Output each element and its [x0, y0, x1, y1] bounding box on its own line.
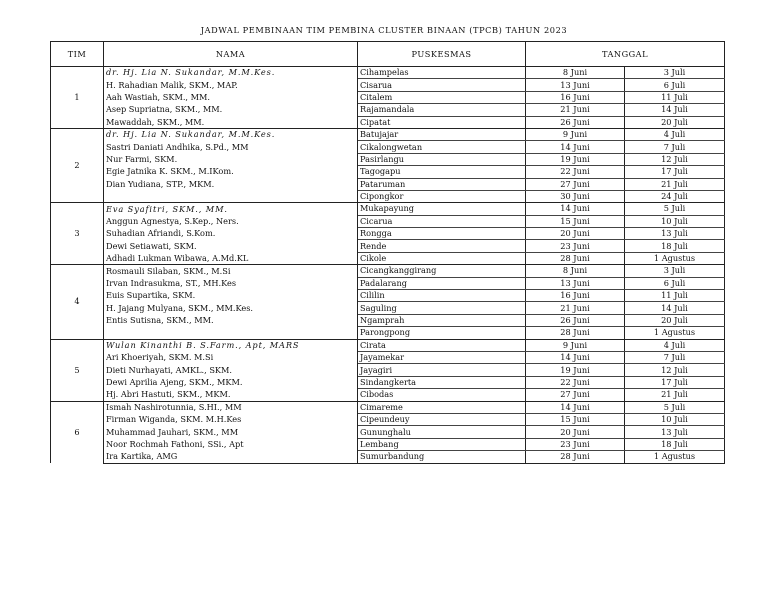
visit-date-1: 20 Juni	[526, 228, 625, 240]
table-row	[51, 290, 725, 302]
member-name: Aah Wastiah, SKM., MM.	[104, 91, 358, 103]
team-number: 5	[51, 339, 104, 401]
table-row	[51, 389, 725, 401]
visit-date-2: 13 Juli	[625, 228, 725, 240]
visit-date-1: 8 Juni	[526, 265, 625, 277]
member-name: Hj. Abri Hastuti, SKM., MKM.	[104, 389, 358, 401]
puskesmas-name: Jayagiri	[358, 364, 526, 376]
table-row	[51, 79, 725, 91]
table-row	[51, 228, 725, 240]
puskesmas-name: Tagogapu	[358, 166, 526, 178]
puskesmas-name: Ngamprah	[358, 314, 526, 326]
visit-date-1: 21 Juni	[526, 104, 625, 116]
puskesmas-name: Parongpong	[358, 327, 526, 339]
visit-date-1: 28 Juni	[526, 252, 625, 264]
table-row	[51, 116, 725, 128]
visit-date-1: 8 Juni	[526, 67, 625, 79]
puskesmas-name: Cipeundeuy	[358, 413, 526, 425]
puskesmas-name: Sumurbandung	[358, 451, 526, 463]
team-number: 6	[51, 401, 104, 463]
member-name: H. Jajang Mulyana, SKM., MM.Kes.	[104, 302, 358, 314]
puskesmas-name: Padalarang	[358, 277, 526, 289]
visit-date-2: 11 Juli	[625, 290, 725, 302]
header-tim: TIM	[51, 42, 104, 67]
visit-date-2: 3 Juli	[625, 265, 725, 277]
puskesmas-name: Jayamekar	[358, 351, 526, 363]
puskesmas-name: Cihampelas	[358, 67, 526, 79]
visit-date-1: 9 Juni	[526, 339, 625, 351]
table-row	[51, 413, 725, 425]
member-name: Ari Khoeriyah, SKM. M.Si	[104, 351, 358, 363]
visit-date-2: 4 Juli	[625, 128, 725, 140]
table-row	[51, 141, 725, 153]
puskesmas-name: Cipongkor	[358, 190, 526, 202]
visit-date-2: 6 Juli	[625, 79, 725, 91]
table-row	[51, 190, 725, 202]
table-row	[51, 327, 725, 339]
visit-date-1: 15 Juni	[526, 413, 625, 425]
puskesmas-name: Cililin	[358, 290, 526, 302]
visit-date-1: 23 Juni	[526, 438, 625, 450]
table-row	[51, 67, 725, 79]
team-number: 2	[51, 128, 104, 202]
puskesmas-name: Cimareme	[358, 401, 526, 413]
member-name: Eva Syafitri, SKM., MM.	[104, 203, 358, 215]
member-name: Adhadi Lukman Wibawa, A.Md.KL	[104, 252, 358, 264]
visit-date-2: 10 Juli	[625, 413, 725, 425]
table-row	[51, 203, 725, 215]
visit-date-1: 16 Juni	[526, 290, 625, 302]
team-number: 1	[51, 67, 104, 129]
visit-date-1: 22 Juni	[526, 166, 625, 178]
visit-date-1: 26 Juni	[526, 116, 625, 128]
table-row	[51, 178, 725, 190]
member-name	[104, 190, 358, 202]
puskesmas-name: Batujajar	[358, 128, 526, 140]
schedule-body	[51, 67, 725, 464]
visit-date-1: 28 Juni	[526, 327, 625, 339]
member-name: Ismah Nashirotunnia, S.HI., MM	[104, 401, 358, 413]
schedule-table	[50, 41, 725, 464]
visit-date-2: 17 Juli	[625, 166, 725, 178]
member-name: Sastri Daniati Andhika, S.Pd., MM	[104, 141, 358, 153]
visit-date-2: 5 Juli	[625, 203, 725, 215]
visit-date-1: 15 Juni	[526, 215, 625, 227]
visit-date-2: 7 Juli	[625, 141, 725, 153]
puskesmas-name: Cicangkanggirang	[358, 265, 526, 277]
puskesmas-name: Pataruman	[358, 178, 526, 190]
team-number: 3	[51, 203, 104, 265]
member-name: Asep Supriatna, SKM., MM.	[104, 104, 358, 116]
header-tanggal: TANGGAL	[526, 42, 725, 67]
visit-date-1: 13 Juni	[526, 79, 625, 91]
visit-date-1: 27 Juni	[526, 389, 625, 401]
puskesmas-name: Saguling	[358, 302, 526, 314]
visit-date-1: 23 Juni	[526, 240, 625, 252]
puskesmas-name: Rongga	[358, 228, 526, 240]
member-name: Wulan Kinanthi B. S.Farm., Apt, MARS	[104, 339, 358, 351]
table-row	[51, 438, 725, 450]
puskesmas-name: Cikalongwetan	[358, 141, 526, 153]
visit-date-2: 11 Juli	[625, 91, 725, 103]
visit-date-1: 14 Juni	[526, 203, 625, 215]
visit-date-1: 14 Juni	[526, 141, 625, 153]
visit-date-2: 17 Juli	[625, 376, 725, 388]
member-name: Anggun Agnestya, S.Kep., Ners.	[104, 215, 358, 227]
table-row	[51, 91, 725, 103]
puskesmas-name: Cirata	[358, 339, 526, 351]
document-title: JADWAL PEMBINAAN TIM PEMBINA CLUSTER BINAAN (TPCB) TAHUN 2023	[200, 25, 568, 35]
member-name	[104, 327, 358, 339]
table-row	[51, 426, 725, 438]
puskesmas-name: Cicarua	[358, 215, 526, 227]
puskesmas-name: Mukapayung	[358, 203, 526, 215]
puskesmas-name: Sindangkerta	[358, 376, 526, 388]
visit-date-2: 5 Juli	[625, 401, 725, 413]
table-row	[51, 376, 725, 388]
member-name: Egie Jatnika K. SKM., M.IKom.	[104, 166, 358, 178]
member-name: Entis Sutisna, SKM., MM.	[104, 314, 358, 326]
visit-date-2: 20 Juli	[625, 314, 725, 326]
member-name: Dewi Setiawati, SKM.	[104, 240, 358, 252]
puskesmas-name: Rajamandala	[358, 104, 526, 116]
member-name: dr. Hj. Lia N. Sukandar, M.M.Kes.	[104, 128, 358, 140]
visit-date-2: 18 Juli	[625, 240, 725, 252]
member-name: H. Rahadian Malik, SKM., MAP.	[104, 79, 358, 91]
header-nama: NAMA	[104, 42, 358, 67]
table-row	[51, 277, 725, 289]
member-name: Rosmauli Silaban, SKM., M.Si	[104, 265, 358, 277]
table-row	[51, 215, 725, 227]
visit-date-2: 1 Agustus	[625, 327, 725, 339]
member-name: Nur Farmi, SKM.	[104, 153, 358, 165]
visit-date-2: 18 Juli	[625, 438, 725, 450]
table-row	[51, 339, 725, 351]
member-name: Suhadian Afriandi, S.Kom.	[104, 228, 358, 240]
table-row	[51, 364, 725, 376]
visit-date-1: 14 Juni	[526, 351, 625, 363]
visit-date-1: 22 Juni	[526, 376, 625, 388]
member-name: Dieti Nurhayati, AMKL., SKM.	[104, 364, 358, 376]
member-name: Dewi Aprilia Ajeng, SKM., MKM.	[104, 376, 358, 388]
member-name: Mawaddah, SKM., MM.	[104, 116, 358, 128]
visit-date-1: 14 Juni	[526, 401, 625, 413]
member-name: dr. Hj. Lia N. Sukandar, M.M.Kes.	[104, 67, 358, 79]
visit-date-1: 19 Juni	[526, 364, 625, 376]
table-row	[51, 451, 725, 463]
visit-date-1: 9 Juni	[526, 128, 625, 140]
table-row	[51, 252, 725, 264]
visit-date-2: 24 Juli	[625, 190, 725, 202]
visit-date-2: 6 Juli	[625, 277, 725, 289]
visit-date-1: 13 Juni	[526, 277, 625, 289]
table-row	[51, 166, 725, 178]
visit-date-2: 7 Juli	[625, 351, 725, 363]
table-row	[51, 351, 725, 363]
visit-date-2: 12 Juli	[625, 153, 725, 165]
member-name: Irvan Indrasukma, ST., MH.Kes	[104, 277, 358, 289]
visit-date-1: 27 Juni	[526, 178, 625, 190]
member-name: Noor Rochmah Fathoni, SSi., Apt	[104, 438, 358, 450]
visit-date-2: 14 Juli	[625, 302, 725, 314]
puskesmas-name: Citalem	[358, 91, 526, 103]
puskesmas-name: Pasirlangu	[358, 153, 526, 165]
visit-date-1: 26 Juni	[526, 314, 625, 326]
visit-date-2: 13 Juli	[625, 426, 725, 438]
visit-date-2: 3 Juli	[625, 67, 725, 79]
member-name: Euis Supartika, SKM.	[104, 290, 358, 302]
table-row	[51, 240, 725, 252]
visit-date-2: 4 Juli	[625, 339, 725, 351]
puskesmas-name: Cipatat	[358, 116, 526, 128]
visit-date-1: 16 Juni	[526, 91, 625, 103]
visit-date-2: 20 Juli	[625, 116, 725, 128]
table-row	[51, 128, 725, 140]
member-name: Ira Kartika, AMG	[104, 451, 358, 463]
header-row	[51, 42, 725, 67]
visit-date-1: 28 Juni	[526, 451, 625, 463]
visit-date-2: 14 Juli	[625, 104, 725, 116]
visit-date-1: 20 Juni	[526, 426, 625, 438]
visit-date-2: 12 Juli	[625, 364, 725, 376]
visit-date-1: 19 Juni	[526, 153, 625, 165]
table-row	[51, 265, 725, 277]
table-row	[51, 401, 725, 413]
table-row	[51, 314, 725, 326]
visit-date-2: 1 Agustus	[625, 451, 725, 463]
member-name: Firman Wiganda, SKM. M.H.Kes	[104, 413, 358, 425]
puskesmas-name: Cikole	[358, 252, 526, 264]
member-name: Dian Yudiana, STP., MKM.	[104, 178, 358, 190]
puskesmas-name: Cibodas	[358, 389, 526, 401]
table-row	[51, 104, 725, 116]
visit-date-2: 10 Juli	[625, 215, 725, 227]
header-puskesmas: PUSKESMAS	[358, 42, 526, 67]
team-number: 4	[51, 265, 104, 339]
puskesmas-name: Cisarua	[358, 79, 526, 91]
member-name: Muhammad Jauhari, SKM., MM	[104, 426, 358, 438]
table-row	[51, 302, 725, 314]
visit-date-2: 1 Agustus	[625, 252, 725, 264]
visit-date-1: 30 Juni	[526, 190, 625, 202]
puskesmas-name: Lembang	[358, 438, 526, 450]
visit-date-2: 21 Juli	[625, 178, 725, 190]
table-row	[51, 153, 725, 165]
puskesmas-name: Gununghalu	[358, 426, 526, 438]
puskesmas-name: Rende	[358, 240, 526, 252]
visit-date-1: 21 Juni	[526, 302, 625, 314]
visit-date-2: 21 Juli	[625, 389, 725, 401]
